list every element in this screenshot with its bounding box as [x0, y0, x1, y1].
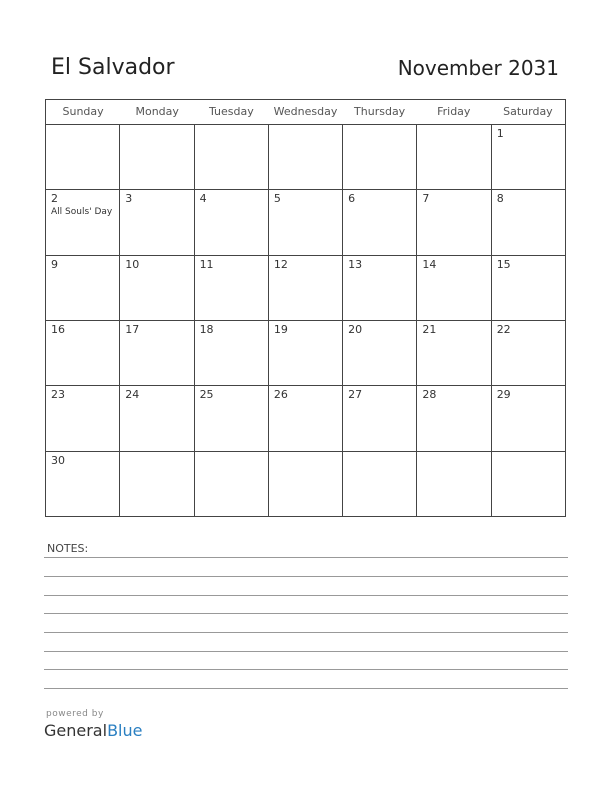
note-line: [44, 576, 568, 577]
day-number: 24: [125, 388, 140, 402]
day-cell: [492, 125, 565, 189]
month-title: November 2031: [397, 56, 559, 80]
day-number: 16: [51, 322, 65, 336]
day-number: 11: [199, 257, 214, 271]
weekday-sunday: Sunday: [62, 105, 104, 118]
brand-general: General: [44, 721, 108, 740]
note-line: [44, 595, 568, 596]
day-cell: [195, 321, 269, 385]
week-row: [46, 386, 565, 451]
week-row: [46, 256, 565, 321]
day-number: 8: [496, 192, 504, 206]
day-cell: [417, 190, 491, 254]
day-cell: [120, 452, 194, 516]
day-number: 20: [348, 322, 363, 336]
day-cell: [46, 452, 120, 516]
day-cell: [195, 386, 269, 450]
day-number: 30: [51, 453, 65, 467]
day-cell: [269, 256, 343, 320]
note-line: [44, 669, 568, 670]
day-cell: [120, 190, 194, 254]
day-number: 2: [51, 192, 58, 206]
day-cell: [46, 125, 120, 189]
day-cell: [343, 452, 417, 516]
day-cell: [492, 386, 565, 450]
day-number: 5: [273, 192, 281, 206]
powered-by-text: powered by: [46, 709, 104, 719]
day-number: 18: [199, 322, 214, 336]
day-number: 3: [125, 192, 133, 206]
day-number: 19: [273, 322, 288, 336]
day-cell: [417, 321, 491, 385]
weekday-header: [46, 100, 565, 125]
day-cell: [417, 386, 491, 450]
week-row: [46, 125, 565, 190]
weekday-saturday: Saturday: [503, 105, 553, 118]
day-number: 28: [422, 388, 437, 402]
country-title: El Salvador: [51, 55, 175, 80]
day-cell: [195, 452, 269, 516]
note-line: [44, 632, 568, 633]
day-cell: [417, 452, 491, 516]
day-cell: [343, 386, 417, 450]
day-cell: [120, 256, 194, 320]
week-row: [46, 321, 565, 386]
day-number: 25: [199, 388, 214, 402]
day-cell: [417, 125, 491, 189]
day-cell: [343, 125, 417, 189]
day-cell: [417, 256, 491, 320]
day-cell: [195, 190, 269, 254]
day-cell: [492, 321, 565, 385]
week-row: [46, 190, 565, 255]
brand-logo: [44, 721, 142, 740]
day-number: 22: [496, 322, 511, 336]
day-cell: [195, 256, 269, 320]
week-row: [46, 452, 565, 516]
calendar-grid: [45, 99, 566, 517]
note-line: [44, 651, 568, 652]
day-number: 14: [422, 257, 437, 271]
day-number: 23: [51, 388, 65, 402]
day-cell: [492, 256, 565, 320]
day-cell: [269, 452, 343, 516]
note-line: [44, 557, 568, 558]
weekday-monday: Monday: [135, 105, 179, 118]
day-cell: [120, 386, 194, 450]
day-cell: [343, 256, 417, 320]
day-number: 13: [348, 257, 363, 271]
day-cell: [269, 190, 343, 254]
notes-label: NOTES:: [47, 542, 89, 555]
day-cell: [46, 256, 120, 320]
day-cell: [269, 321, 343, 385]
weekday-friday: Friday: [437, 105, 471, 118]
brand-blue: Blue: [107, 721, 143, 740]
day-cell: [492, 452, 565, 516]
day-number: 21: [422, 322, 437, 336]
weekday-thursday: Thursday: [354, 105, 406, 118]
day-number: 17: [125, 322, 140, 336]
day-cell: [269, 125, 343, 189]
day-number: 7: [422, 192, 430, 206]
day-number: 4: [199, 192, 207, 206]
day-cell: [46, 321, 120, 385]
day-number: 12: [273, 257, 288, 271]
day-cell: [46, 386, 120, 450]
day-cell: [120, 321, 194, 385]
day-cell: [492, 190, 565, 254]
weekday-wednesday: Wednesday: [273, 105, 338, 118]
day-cell: [269, 386, 343, 450]
day-number: 15: [496, 257, 511, 271]
day-number: 9: [51, 257, 58, 271]
day-cell: [46, 190, 120, 254]
day-number: 27: [348, 388, 363, 402]
day-cell: [343, 190, 417, 254]
day-cell: [120, 125, 194, 189]
calendar-weeks: [46, 125, 565, 516]
day-number: 1: [496, 127, 504, 140]
day-number: 26: [273, 388, 288, 402]
note-line: [44, 688, 568, 689]
day-cell: [343, 321, 417, 385]
weekday-tuesday: Tuesday: [208, 105, 254, 118]
holiday-label: All Souls' Day: [51, 207, 113, 218]
day-number: 29: [496, 388, 511, 402]
note-line: [44, 613, 568, 614]
day-number: 10: [125, 257, 140, 271]
day-number: 6: [348, 192, 356, 206]
day-cell: [195, 125, 269, 189]
